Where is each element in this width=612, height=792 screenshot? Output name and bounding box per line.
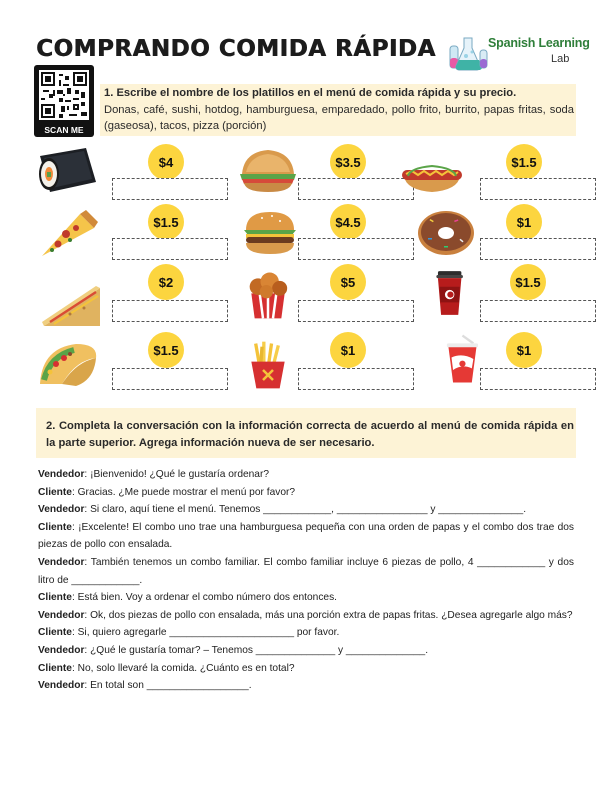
dialog-line: [38, 484, 574, 502]
price-badge: $1: [506, 204, 542, 240]
donut-icon: [414, 208, 478, 258]
answer-box[interactable]: [298, 238, 414, 260]
price-badge: $1: [330, 332, 366, 368]
speaker: Vendedor: [38, 504, 85, 516]
hamburger-icon: [238, 208, 302, 258]
dialog-line: [38, 624, 574, 642]
answer-box[interactable]: [298, 178, 414, 200]
price-badge: $5: [330, 264, 366, 300]
lab-flasks-icon: [446, 32, 490, 74]
sushi-roll-icon: [36, 146, 100, 196]
word-bank: Donas, café, sushi, hotdog, hamburguesa, emparedado, pollo frito, burrito, papas fritas, soda (gaseosa), tacos, pizza (porción): [104, 104, 574, 132]
dialog-text: : Ok, dos piezas de pollo con ensalada, más una porción extra de papas fritas. ¿Desea agregarle algo más?: [84, 609, 573, 621]
dialog-line: [38, 466, 574, 484]
speaker: Cliente: [38, 486, 72, 498]
price-badge: $1.5: [148, 204, 184, 240]
logo-text: Spanish Learning: [488, 36, 590, 50]
dialog-line: [38, 642, 574, 660]
dialog-text: : También tenemos un combo familiar. El combo familiar incluye 6 piezas de pollo, 4 ____________ y dos litro de ____________.: [38, 556, 574, 586]
section1-instruction: 1. Escribe el nombre de los platillos en el menú de comida rápida y su precio.: [104, 87, 517, 99]
price-badge: $4: [148, 144, 184, 180]
price-badge: $4.5: [330, 204, 366, 240]
speaker: Cliente: [38, 592, 72, 604]
dialog-text: : ¿Qué le gustaría tomar? – Tenemos ______________ y ______________.: [84, 644, 429, 656]
coffee-cup-icon: [420, 268, 484, 318]
qr-code[interactable]: [34, 65, 94, 137]
quesadilla-icon: [40, 282, 104, 332]
dialog-line: [38, 589, 574, 607]
speaker: Vendedor: [38, 609, 85, 621]
speaker: Vendedor: [38, 680, 85, 692]
dialog-text: : No, solo llevaré la comida. ¿Cuánto es en total?: [71, 662, 295, 674]
answer-box[interactable]: [112, 368, 228, 390]
price-badge: $3.5: [330, 144, 366, 180]
taco-icon: [36, 340, 100, 390]
answer-box[interactable]: [112, 300, 228, 322]
hotdog-icon: [400, 150, 464, 200]
price-badge: $1: [506, 332, 542, 368]
dialog-line: [38, 660, 574, 678]
dialog-text: : Gracias. ¿Me puede mostrar el menú por favor?: [71, 486, 296, 498]
speaker: Cliente: [38, 627, 72, 639]
speaker: Cliente: [38, 662, 72, 674]
section2-instruction: 2. Completa la conversación con la información correcta de acuerdo al menú de comida rápida en la parte superior. Agrega información nueva de ser necesario.: [46, 420, 574, 449]
price-badge: $2: [148, 264, 184, 300]
dialog-line: [38, 501, 574, 519]
fried-chicken-icon: [236, 270, 300, 320]
sandwich-icon: [236, 144, 300, 194]
price-badge: $1.5: [506, 144, 542, 180]
dialog-text: : ¡Excelente! El combo uno trae una hamburguesa pequeña con una orden de papas y el combo dos trae dos piezas de pollo con ensalada.: [38, 521, 574, 551]
answer-box[interactable]: [480, 300, 596, 322]
answer-box[interactable]: [480, 238, 596, 260]
pizza-slice-icon: [36, 210, 100, 260]
answer-box[interactable]: [480, 368, 596, 390]
answer-box[interactable]: [112, 178, 228, 200]
answer-box[interactable]: [112, 238, 228, 260]
speaker: Vendedor: [38, 469, 85, 480]
dialog-text: : Si claro, aquí tiene el menú. Tenemos ____________, ________________ y _______________.: [84, 504, 527, 516]
answer-box[interactable]: [480, 178, 596, 200]
speaker: Cliente: [38, 521, 72, 533]
speaker: Vendedor: [38, 644, 85, 656]
price-badge: $1.5: [148, 332, 184, 368]
page-title: COMPRANDO COMIDA RÁPIDA: [36, 36, 436, 62]
french-fries-icon: [236, 340, 300, 390]
dialog-text: : Si, quiero agregarle ______________________ por favor.: [71, 627, 340, 639]
dialog-line: [38, 677, 574, 695]
answer-box[interactable]: [298, 368, 414, 390]
dialog-line: [38, 519, 574, 554]
spanish-learning-lab-logo: [446, 32, 590, 74]
speaker: Vendedor: [38, 556, 85, 568]
logo-text-lab: Lab: [551, 53, 570, 65]
price-badge: $1.5: [510, 264, 546, 300]
dialog-text: : En total son __________________.: [84, 680, 252, 692]
qr-code-icon: [39, 70, 89, 120]
dialog-text: : Está bien. Voy a ordenar el combo número dos entonces.: [71, 592, 338, 604]
dialog-text: : ¡Bienvenido! ¿Qué le gustaría ordenar?: [84, 469, 270, 480]
dialog-line: [38, 554, 574, 589]
answer-box[interactable]: [298, 300, 414, 322]
qr-label: SCAN ME: [44, 125, 84, 135]
conversation: [38, 466, 574, 695]
dialog-line: [38, 607, 574, 625]
